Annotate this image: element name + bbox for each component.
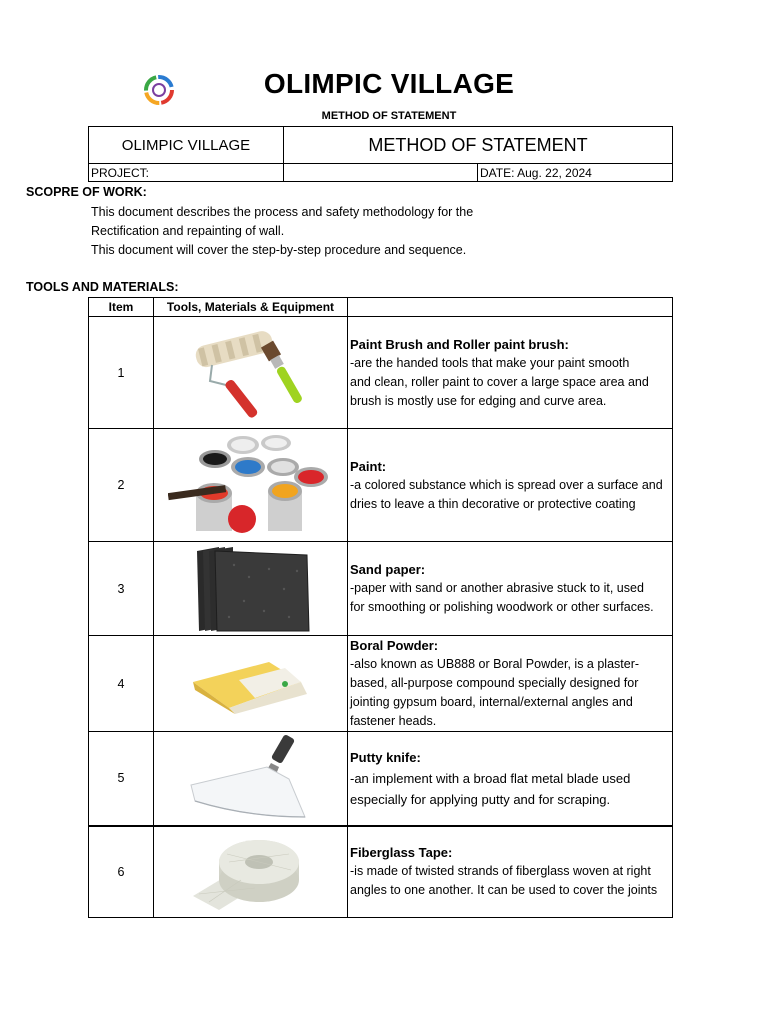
item-number: 5 xyxy=(89,732,154,826)
item-description xyxy=(348,542,673,636)
item-image-cell xyxy=(154,636,348,732)
paint-cans-image xyxy=(168,433,334,537)
scope-heading: SCOPRE OF WORK: xyxy=(26,185,147,199)
page-subtitle: METHOD OF STATEMENT xyxy=(321,110,457,122)
column-header xyxy=(348,298,673,317)
item-text: -is made of twisted strands of fiberglass woven at right xyxy=(350,864,651,879)
table-row xyxy=(89,636,673,732)
paint-roller-brush-image xyxy=(186,323,316,423)
project-label-cell: PROJECT: xyxy=(89,164,284,182)
item-image-cell xyxy=(154,542,348,636)
item-text: fastener heads. xyxy=(350,714,437,728)
item-description xyxy=(348,732,673,826)
item-text: -an implement with a broad flat metal blade used xyxy=(350,770,631,786)
table-row xyxy=(89,317,673,429)
item-text: for smoothing or polishing woodwork or other surfaces. xyxy=(350,600,654,614)
item-number: 4 xyxy=(89,636,154,732)
item-number: 1 xyxy=(89,317,154,429)
item-description xyxy=(348,826,673,918)
item-description xyxy=(348,636,673,732)
item-text: dries to leave a thin decorative or protective coating xyxy=(350,496,636,511)
date-cell: DATE: Aug. 22, 2024 xyxy=(478,164,673,182)
table-header-row xyxy=(89,298,673,317)
company-cell: OLIMPIC VILLAGE xyxy=(89,127,284,164)
item-text: based, all-purpose compound specially designed for xyxy=(350,676,639,690)
item-image-cell xyxy=(154,429,348,542)
item-image-cell xyxy=(154,732,348,826)
fiberglass-tape-image xyxy=(189,832,313,912)
tools-table xyxy=(88,297,673,918)
scope-line: Rectification and repainting of wall. xyxy=(91,224,285,238)
table-row xyxy=(89,542,673,636)
column-header: Tools, Materials & Equipment xyxy=(154,298,348,317)
item-text: -paper with sand or another abrasive stuck to it, used xyxy=(350,581,644,595)
project-value-cell xyxy=(284,164,478,182)
table-row xyxy=(89,732,673,826)
item-image-cell xyxy=(154,826,348,918)
item-text: -also known as UB888 or Boral Powder, is a plaster- xyxy=(350,657,640,671)
page-title: OLIMPIC VILLAGE xyxy=(263,68,515,99)
item-title: Paint: xyxy=(350,458,387,474)
powder-bag-image xyxy=(189,654,313,714)
scope-text xyxy=(91,203,473,260)
item-text: -are the handed tools that make your paint smooth xyxy=(350,355,630,370)
item-text: angles to one another. It can be used to cover the joints xyxy=(350,883,658,898)
item-title: Paint Brush and Roller paint brush: xyxy=(350,336,569,352)
item-text: -a colored substance which is spread over a surface and xyxy=(350,477,663,492)
header-table xyxy=(88,126,673,182)
doc-type-cell: METHOD OF STATEMENT xyxy=(284,127,673,164)
item-title: Boral Powder: xyxy=(350,638,439,653)
column-header: Item xyxy=(89,298,154,317)
table-row xyxy=(89,826,673,918)
item-description xyxy=(348,429,673,542)
item-text: jointing gypsum board, internal/external angles and xyxy=(350,695,633,709)
scope-line: This document describes the process and safety methodology for the xyxy=(91,205,474,219)
item-title: Sand paper: xyxy=(350,562,426,577)
table-row xyxy=(89,429,673,542)
item-number: 6 xyxy=(89,826,154,918)
sandpaper-image xyxy=(189,545,313,633)
item-text: especially for applying putty and for scraping. xyxy=(350,791,611,807)
item-description xyxy=(348,317,673,429)
tools-heading: TOOLS AND MATERIALS: xyxy=(26,280,179,294)
putty-knife-image xyxy=(187,733,315,823)
item-text: brush is mostly use for edging and curve area. xyxy=(350,393,607,408)
item-title: Fiberglass Tape: xyxy=(350,845,453,861)
item-number: 2 xyxy=(89,429,154,542)
item-image-cell xyxy=(154,317,348,429)
item-number: 3 xyxy=(89,542,154,636)
scope-line: This document will cover the step-by-step procedure and sequence. xyxy=(91,243,467,257)
item-title: Putty knife: xyxy=(350,749,421,765)
item-text: and clean, roller paint to cover a large space area and xyxy=(350,374,649,389)
